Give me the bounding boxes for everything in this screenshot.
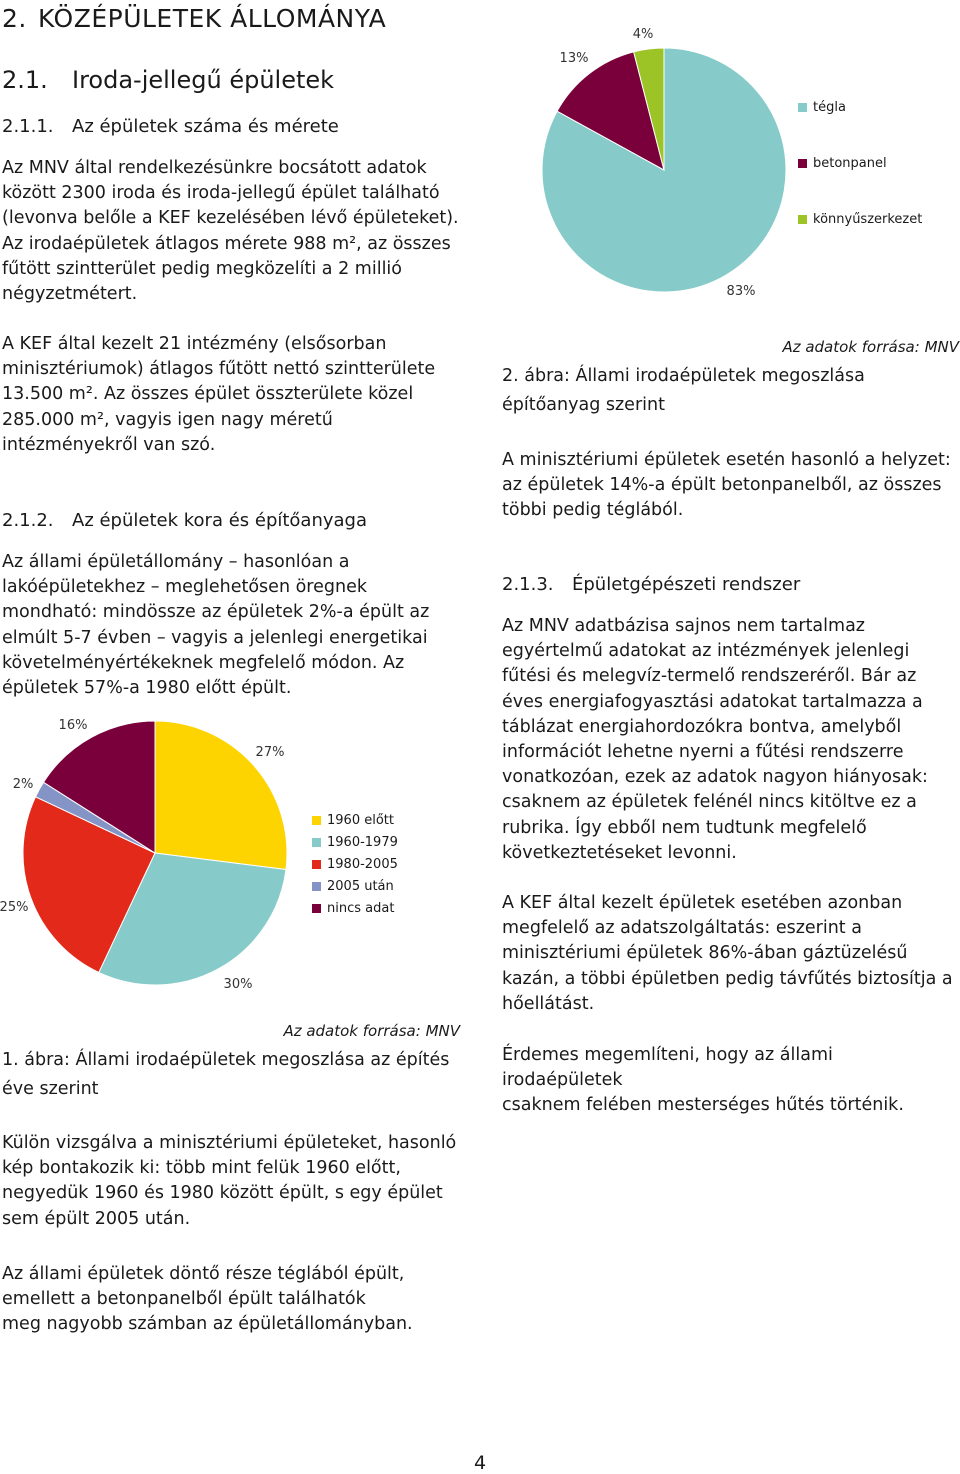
caption-line: építőanyag szerint	[502, 395, 665, 415]
paragraph-line: csaknem felében mesterséges hűtés történik.	[502, 1095, 904, 1116]
legend-swatch	[312, 816, 321, 825]
paragraph-line: között 2300 iroda és iroda-jellegű épület található	[2, 183, 440, 204]
figure1-caption	[2, 1046, 472, 1104]
paragraph-line: Az állami épületállomány – hasonlóan a	[2, 552, 350, 572]
legend-label: nincs adat	[327, 901, 395, 916]
paragraph-line: Az MNV adatbázisa sajnos nem tartalmaz	[502, 616, 865, 636]
pie-slice-label: 4%	[632, 27, 654, 42]
caption-line: 1. ábra: Állami irodaépületek megoszlása az építés	[2, 1050, 450, 1070]
legend-item-konnyuszerkezet	[798, 212, 922, 227]
legend-swatch	[312, 904, 321, 913]
paragraph-4	[2, 1131, 472, 1232]
caption-line: 2. ábra: Állami irodaépületek megoszlása	[502, 366, 865, 386]
paragraph-line: minisztériumi épületek 86%-ában gáztüzelésű	[502, 943, 908, 964]
figure2-caption	[502, 362, 952, 420]
paragraph-line: sem épült 2005 után.	[2, 1208, 191, 1229]
paragraph-3	[2, 550, 472, 701]
paragraph-line: következtetéseket levonni.	[502, 842, 737, 863]
legend-item-1960-1979	[312, 835, 398, 850]
paragraph-line: (levonva belőle a KEF kezelésében lévő épületeket).	[2, 208, 459, 229]
paragraph-line: többi pedig téglából.	[502, 500, 684, 521]
paragraph-line: négyzetmétert.	[2, 284, 138, 305]
paragraph-line: táblázat energiahordozókra bontva, amelyből	[502, 716, 902, 737]
paragraph-8	[502, 891, 957, 1017]
pie1-legend	[0, 705, 470, 1015]
paragraph-line: Érdemes megemlíteni, hogy az állami irodaépületek	[502, 1045, 833, 1091]
sub3-heading	[502, 574, 800, 595]
paragraph-line: A KEF által kezelt 21 intézmény (elsősorban	[2, 334, 387, 354]
legend-label: 1960-1979	[327, 835, 398, 850]
legend-label: 1980-2005	[327, 857, 398, 872]
pie-slice-label: 13%	[559, 51, 589, 66]
sub2-number: 2.1.2.	[2, 510, 54, 531]
legend-swatch	[312, 882, 321, 891]
paragraph-line: egyértelmű adatokat az intézmények jelenlegi	[502, 641, 910, 662]
caption-line: éve szerint	[2, 1079, 99, 1099]
section-heading	[2, 4, 386, 33]
legend-item-nincs-adat	[312, 901, 394, 916]
sub3-number: 2.1.3.	[502, 574, 554, 595]
sub1-heading	[2, 116, 339, 137]
pie-slice-label: 16%	[58, 718, 88, 733]
pie2-legend	[500, 0, 960, 320]
paragraph-1	[2, 156, 472, 307]
paragraph-line: hőellátást.	[502, 993, 595, 1014]
legend-swatch	[312, 860, 321, 869]
figure2-source: Az adatok forrása: MNV	[782, 338, 959, 356]
sub1-title: Az épületek száma és mérete	[72, 116, 339, 137]
paragraph-line: épületek 57%-a 1980 előtt épült.	[2, 678, 292, 699]
sub2-heading	[2, 510, 367, 531]
section-number: 2.	[2, 4, 27, 33]
legend-item-betonpanel	[798, 156, 887, 171]
legend-label: tégla	[813, 100, 846, 115]
paragraph-line: 13.500 m². Az összes épület összterülete közel	[2, 384, 414, 405]
paragraph-line: kazán, a többi épületben pedig távfűtés biztosítja a	[502, 968, 953, 989]
paragraph-2	[2, 332, 472, 458]
paragraph-line: éves energiafogyasztási adatokat tartalmazza a	[502, 691, 923, 712]
paragraph-line: A minisztériumi épületek esetén hasonló a helyzet:	[502, 450, 951, 470]
legend-label: 2005 után	[327, 879, 394, 894]
sub1-number: 2.1.1.	[2, 116, 54, 137]
legend-label: könnyűszerkezet	[813, 212, 923, 227]
sub3-title: Épületgépészeti rendszer	[572, 574, 801, 595]
paragraph-line: fűtési és melegvíz-termelő rendszeréről. Bár az	[502, 666, 917, 687]
figure1-source: Az adatok forrása: MNV	[283, 1022, 460, 1040]
paragraph-line: Az MNV által rendelkezésünkre bocsátott adatok	[2, 158, 427, 178]
subsection-number: 2.1.	[2, 66, 48, 94]
paragraph-line: A KEF által kezelt épületek esetében azonban	[502, 893, 903, 913]
paragraph-line: Az irodaépületek átlagos mérete 988 m², az összes	[2, 233, 451, 254]
legend-swatch	[798, 215, 807, 224]
paragraph-line: kép bontakozik ki: több mint felük 1960 előtt,	[2, 1158, 401, 1179]
paragraph-line: mondható: mindössze az épületek 2%-a épült az	[2, 602, 430, 623]
paragraph-line: vonatkozóan, ezek az adatok nagyon hiányosak:	[502, 767, 928, 788]
paragraph-line: minisztériumok) átlagos fűtött nettó szintterülete	[2, 359, 436, 380]
paragraph-line: negyedük 1960 és 1980 között épült, s egy épület	[2, 1183, 443, 1204]
legend-label: betonpanel	[813, 156, 887, 171]
paragraph-line: információt lehetne nyerni a fűtési rendszerre	[502, 742, 904, 763]
paragraph-line: 285.000 m², vagyis igen nagy méretű	[2, 409, 333, 430]
paragraph-line: Külön vizsgálva a minisztériumi épületeket, hasonló	[2, 1133, 457, 1153]
subsection-title: Iroda-jellegű épületek	[72, 66, 335, 94]
paragraph-9	[502, 1043, 957, 1119]
paragraph-6	[502, 448, 957, 524]
pie-slice-label: 2%	[12, 777, 34, 792]
legend-item-1960-elott	[312, 813, 394, 828]
legend-item-tegla	[798, 100, 846, 115]
pie-slice-label: 30%	[223, 977, 253, 992]
page-number: 4	[473, 1452, 487, 1474]
legend-label: 1960 előtt	[327, 813, 394, 828]
paragraph-line: lakóépületekhez – meglehetősen öregnek	[2, 577, 367, 598]
paragraph-line: Az állami épületek döntő része téglából épült,	[2, 1264, 405, 1284]
paragraph-line: csaknem az épületek felénél nincs kitöltve ez a	[502, 792, 917, 813]
paragraph-line: intézményekről van szó.	[2, 434, 216, 455]
paragraph-line: követelményértékeknek megfelelő módon. Az	[2, 652, 405, 673]
paragraph-line: emellett a betonpanelből épült találhatók	[2, 1289, 366, 1310]
section-title: KÖZÉPÜLETEK ÁLLOMÁNYA	[38, 4, 387, 33]
subsection-heading	[2, 66, 334, 94]
legend-item-2005-utan	[312, 879, 394, 894]
pie-slice-label: 25%	[0, 900, 29, 915]
legend-swatch	[312, 838, 321, 847]
paragraph-line: fűtött szintterület pedig megközelíti a 2 millió	[2, 258, 402, 279]
paragraph-line: meg nagyobb számban az épületállományban.	[2, 1314, 413, 1335]
legend-item-1980-2005	[312, 857, 398, 872]
legend-swatch	[798, 103, 807, 112]
paragraph-line: rubrika. Így ebből nem tudtunk megfelelő	[502, 817, 867, 838]
paragraph-5	[2, 1262, 472, 1338]
pie-slice-label: 27%	[255, 745, 285, 760]
pie-slice-label: 83%	[726, 284, 756, 299]
legend-swatch	[798, 159, 807, 168]
paragraph-line: az épületek 14%-a épült betonpanelből, az összes	[502, 475, 942, 496]
paragraph-line: elmúlt 5-7 évben – vagyis a jelenlegi energetikai	[2, 627, 428, 648]
paragraph-line: megfelelő az adatszolgáltatás: eszerint a	[502, 918, 862, 939]
sub2-title: Az épületek kora és építőanyaga	[72, 510, 368, 531]
paragraph-7	[502, 614, 957, 866]
